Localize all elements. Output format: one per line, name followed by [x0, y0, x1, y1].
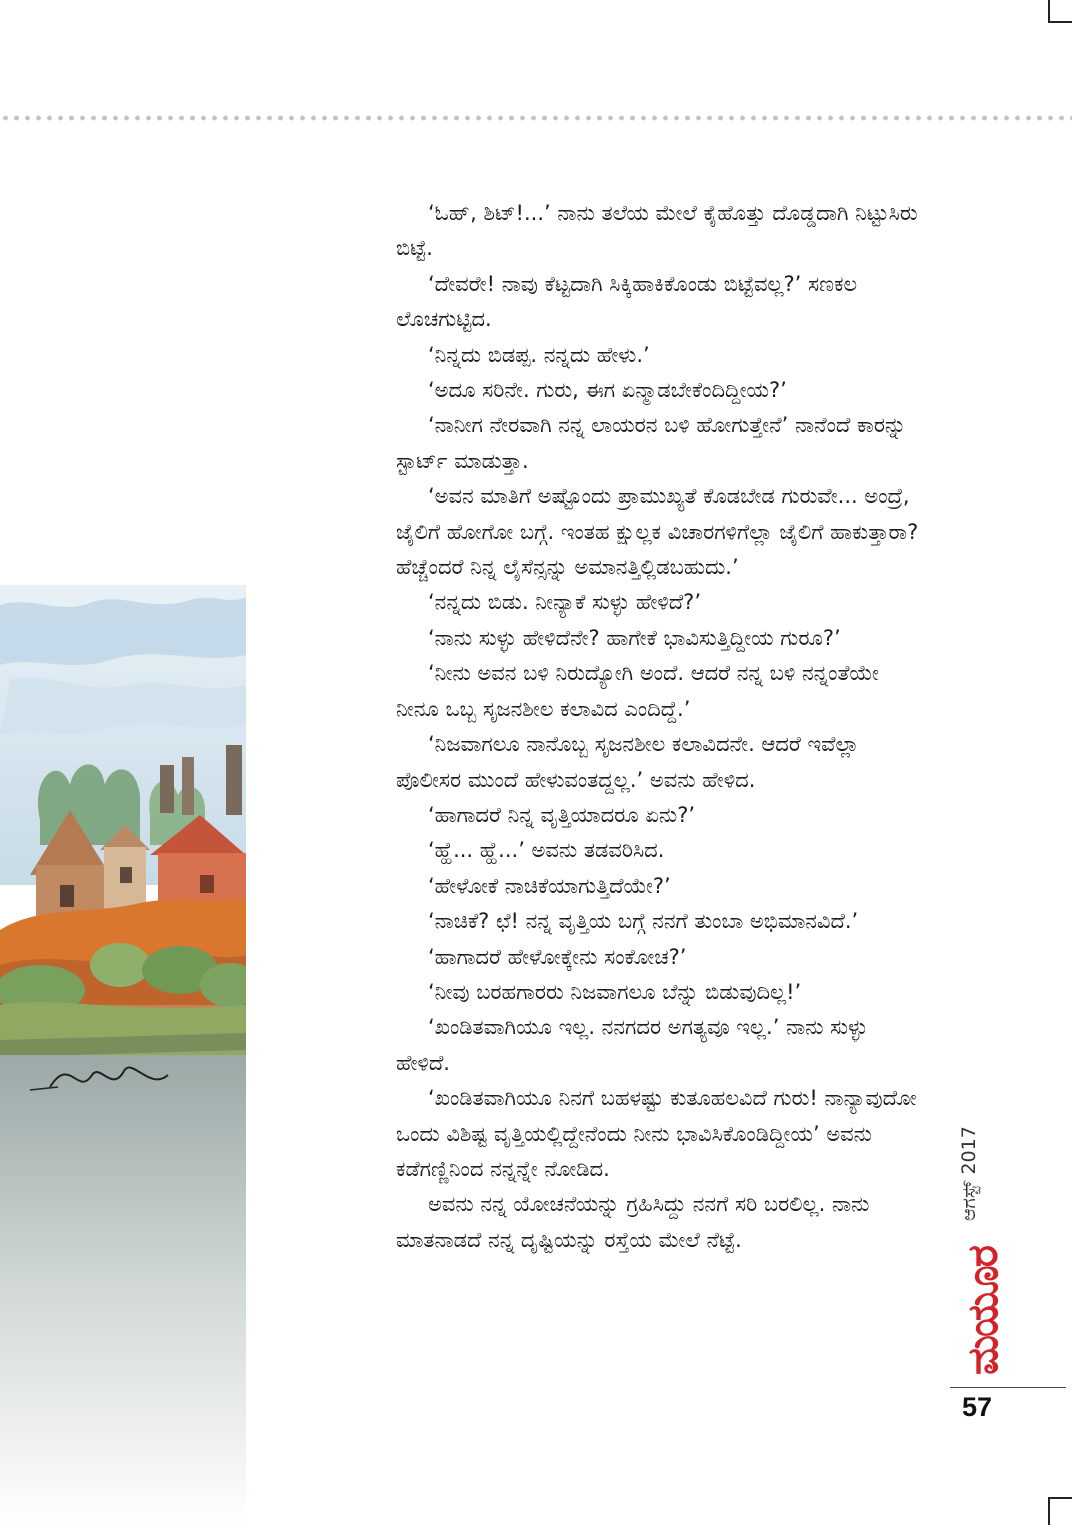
page-number: 57 — [962, 1392, 993, 1422]
crop-mark-bottom-right-v — [1048, 1497, 1050, 1525]
story-paragraph: ‘ನೀವು ಬರಹಗಾರರು ನಿಜವಾಗಲೂ ಬೆನ್ನು ಬಿಡುವುದಿಲ್ಲ!’ — [428, 979, 802, 1004]
issue-date: ಆಗಸ್ಟ್ 2017 — [958, 1126, 980, 1221]
story-paragraph: ‘ಹ್ಹೆ... ಹ್ಹೆ...’ ಅವನು ತಡವರಿಸಿದ. — [428, 838, 665, 863]
story-paragraph: ‘ಅದೂ ಸರಿನೇ. ಗುರು, ಈಗ ಏನ್ಮಾಡಬೇಕೆಂದಿದ್ದೀಯ?’ — [428, 378, 787, 403]
story-paragraph: ‘ನಾನು ಸುಳ್ಳು ಹೇಳಿದೆನೇ? ಹಾಗೇಕೆ ಭಾವಿಸುತ್ತಿದ್ದೀಯ ಗುರೂ?’ — [428, 625, 841, 650]
crop-mark-top-right-v — [1048, 0, 1050, 22]
story-paragraph: ‘ನಿನ್ನದು ಬಿಡಪ್ಪ. ನನ್ನದು ಹೇಳು.’ — [428, 342, 650, 367]
watercolor-illustration — [0, 585, 246, 1525]
dotted-divider — [0, 114, 1072, 122]
story-paragraph: ‘ನಾಚಿಕೆ? ಛೆ! ನನ್ನ ವೃತ್ತಿಯ ಬಗ್ಗೆ ನನಗೆ ತುಂಬಾ ಅಭಿಮಾನವಿದೆ.’ — [428, 909, 859, 934]
magazine-side-label — [958, 1125, 1018, 1375]
story-paragraph: ‘ನೀನು ಅವನ ಬಳಿ ನಿರುದ್ಯೋಗಿ ಅಂದೆ. ಆದರೆ ನನ್ನ ಬಳಿ ನನ್ನಂತೆಯೇ ನೀನೂ ಒಬ್ಬ ಸೃಜನಶೀಲ ಕಲಾವಿದ ಎಂದಿದ್ದೆ.’ — [396, 661, 879, 721]
story-paragraph: ‘ಖಂಡಿತವಾಗಿಯೂ ಇಲ್ಲ. ನನಗದರ ಅಗತ್ಯವೂ ಇಲ್ಲ.’ ನಾನು ಸುಳ್ಳು ಹೇಳಿದೆ. — [396, 1015, 868, 1075]
crop-mark-bottom-right-h — [1048, 1497, 1072, 1499]
story-paragraph: ‘ನನ್ನದು ಬಿಡು. ನೀನ್ಯಾಕೆ ಸುಳ್ಳು ಹೇಳಿದೆ?’ — [428, 590, 701, 615]
story-paragraph: ಅವನು ನನ್ನ ಯೋಚನೆಯನ್ನು ಗ್ರಹಿಸಿದ್ದು ನನಗೆ ಸರಿ ಬರಲಿಲ್ಲ. ನಾನು ಮಾತನಾಡದೆ ನನ್ನ ದೃಷ್ಟಿಯನ್ನು ರಸ್ತೆಯ ಮೇಲೆ ನೆಟ್ಟೆ. — [396, 1192, 870, 1252]
story-paragraph: ‘ಖಂಡಿತವಾಗಿಯೂ ನಿನಗೆ ಬಹಳಷ್ಟು ಕುತೂಹಲವಿದೆ ಗುರು! ನಾನ್ಯಾವುದೋ ಒಂದು ವಿಶಿಷ್ಟ ವೃತ್ತಿಯಲ್ಲಿದ್ದೇನೆಂದು ನೀನು ಭಾವಿಸಿಕೊಂಡಿದ್ದೀಯ’ ಅವನು ಕಡೆಗಣ್ಣಿನಿಂದ ನನ್ನನ್ನೇ ನೋಡಿದ. — [396, 1086, 917, 1181]
story-paragraph: ‘ಓಹ್, ಶಿಟ್!...’ ನಾನು ತಲೆಯ ಮೇಲೆ ಕೈಹೊತ್ತು ದೊಡ್ಡದಾಗಿ ನಿಟ್ಟುಸಿರು ಬಿಟ್ಟೆ. — [396, 201, 918, 261]
story-paragraph: ‘ದೇವರೇ! ನಾವು ಕೆಟ್ಟದಾಗಿ ಸಿಕ್ಕಿಹಾಕಿಕೊಂಡು ಬಿಟ್ಟೆವಲ್ಲ?’ ಸಣಕಲ ಲೊಚಗುಟ್ಟಿದ. — [396, 271, 858, 332]
magazine-name: ಮಯೂರ — [958, 1247, 1007, 1375]
story-body — [396, 196, 926, 1258]
story-paragraph: ‘ಅವನ ಮಾತಿಗೆ ಅಷ್ಟೊಂದು ಪ್ರಾಮುಖ್ಯತೆ ಕೊಡಬೇಡ ಗುರುವೇ... ಅಂದ್ರೆ, ಜೈಲಿಗೆ ಹೋಗೋ ಬಗ್ಗೆ. ಇಂತಹ ಕ್ಷುಲ್ಲಕ ವಿಚಾರಗಳಿಗೆಲ್ಲಾ ಜೈಲಿಗೆ ಹಾಕುತ್ತಾರಾ? ಹೆಚ್ಚೆಂದರೆ ನಿನ್ನ ಲೈಸೆನ್ಸನ್ನು ಅಮಾನತ್ತಿಲ್ಲಿಡಬಹುದು.’ — [396, 484, 919, 580]
page-number-rule — [950, 1387, 1066, 1388]
story-paragraph: ‘ನಿಜವಾಗಲೂ ನಾನೊಬ್ಬ ಸೃಜನಶೀಲ ಕಲಾವಿದನೇ. ಆದರೆ ಇವೆಲ್ಲಾ ಪೊಲೀಸರ ಮುಂದೆ ಹೇಳುವಂತದ್ದಲ್ಲ.’ ಅವನು ಹೇಳಿದ. — [396, 732, 859, 792]
story-paragraph: ‘ಹಾಗಾದರೆ ನಿನ್ನ ವೃತ್ತಿಯಾದರೂ ಏನು?’ — [428, 802, 696, 827]
story-paragraph: ‘ಹೇಳೋಕೆ ನಾಚಿಕೆಯಾಗುತ್ತಿದೆಯೇ?’ — [428, 873, 671, 898]
crop-mark-top-right-h — [1048, 21, 1072, 23]
story-paragraph: ‘ನಾನೀಗ ನೇರವಾಗಿ ನನ್ನ ಲಾಯರನ ಬಳಿ ಹೋಗುತ್ತೇನೆ’ ನಾನೆಂದೆ ಕಾರನ್ನು ಸ್ಟಾರ್ಟ್ ಮಾಡುತ್ತಾ. — [396, 413, 907, 473]
story-paragraph: ‘ಹಾಗಾದರೆ ಹೇಳೋಕ್ಕೇನು ಸಂಕೋಚ?’ — [428, 944, 687, 969]
